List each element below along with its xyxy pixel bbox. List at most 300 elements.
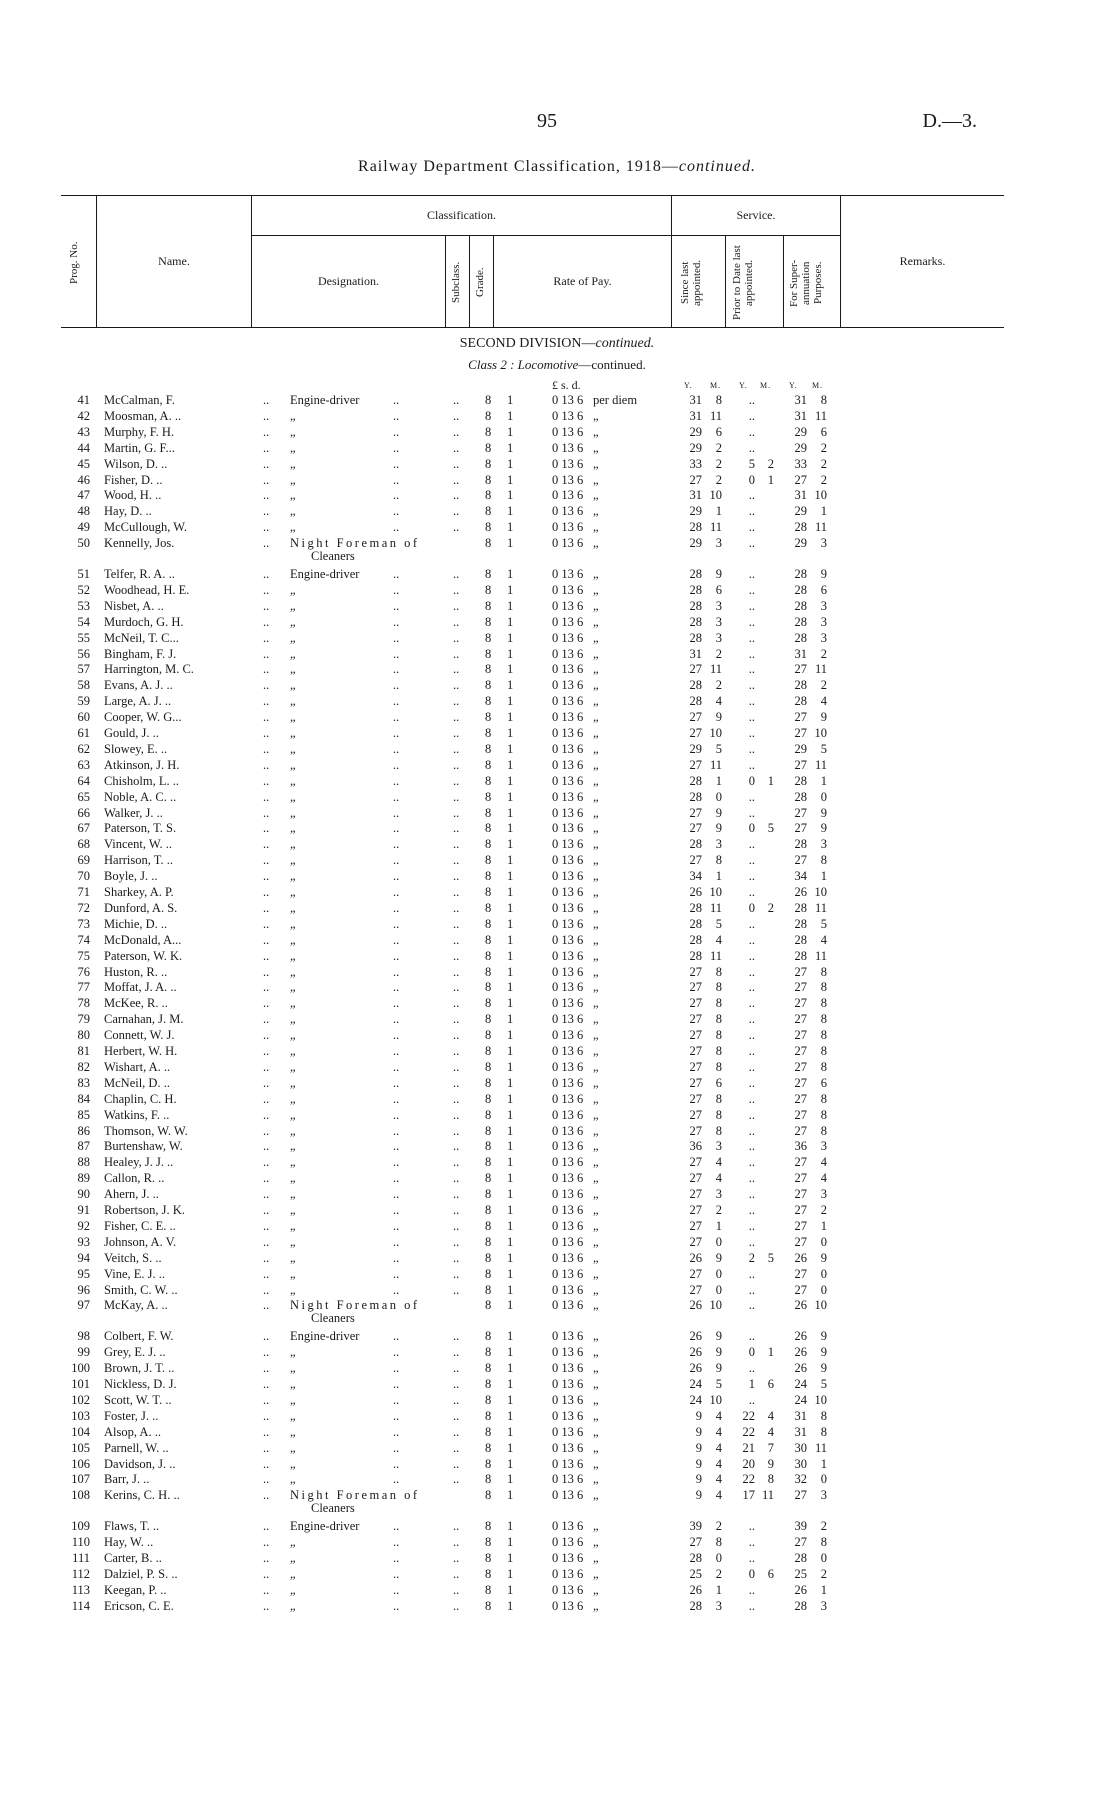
super-months: 9 [820, 1329, 827, 1344]
subclass: 8 [485, 1155, 492, 1170]
since-years: 39 [689, 1519, 702, 1534]
leader-dots: .. [263, 408, 270, 423]
pay-unit: „ [593, 472, 599, 487]
leader-dots: .. [393, 1203, 400, 1217]
grade: 1 [507, 1266, 514, 1281]
since-years: 27 [689, 1218, 702, 1233]
prior-years: .. [748, 805, 755, 820]
table-row [0, 408, 1114, 424]
table-row [0, 440, 1114, 456]
leader-dots: .. [393, 900, 400, 915]
pay-unit: „ [593, 567, 599, 581]
leader-dots: .. [263, 1171, 270, 1186]
pay-unit: „ [593, 900, 599, 915]
super-months: 3 [820, 536, 827, 551]
leader-dots: .. [263, 1329, 270, 1344]
leader-dots: .. [263, 1044, 270, 1058]
prog-no: 80 [77, 1028, 90, 1043]
leader-dots: .. [263, 821, 270, 836]
since-years: 28 [689, 694, 702, 709]
subclass: 8 [485, 948, 492, 963]
grade: 1 [507, 741, 514, 756]
rate-of-pay: 0 13 6 [552, 1329, 584, 1344]
grade: 1 [507, 1044, 514, 1058]
grade: 1 [507, 1012, 514, 1027]
leader-dots: .. [263, 1266, 270, 1281]
designation: „ [290, 408, 296, 423]
subclass: 8 [485, 1044, 492, 1058]
since-years: 28 [689, 789, 702, 804]
since-years: 29 [689, 741, 702, 756]
employee-name: Noble, A. C. .. [104, 789, 177, 804]
since-months: 1 [715, 869, 722, 884]
leader-dots: .. [393, 662, 400, 677]
rate-of-pay: 0 13 6 [552, 1519, 584, 1534]
since-months: 2 [715, 1519, 722, 1534]
subclass: 8 [485, 837, 492, 852]
leader-dots: .. [453, 789, 460, 804]
leader-dots: .. [393, 1234, 400, 1249]
prog-no: 71 [77, 885, 90, 899]
leader-dots: .. [453, 630, 460, 645]
leader-dots: .. [263, 1535, 270, 1550]
since-years: 9 [695, 1456, 702, 1471]
leader-dots: .. [263, 393, 270, 407]
super-years: 27 [794, 1075, 807, 1090]
grade: 1 [507, 853, 514, 868]
subclass: 8 [485, 1566, 492, 1581]
since-years: 29 [689, 504, 702, 519]
leader-dots: .. [263, 424, 270, 439]
title-text: Railway Department Classification, 1918— [358, 158, 679, 175]
since-months: 3 [715, 1598, 722, 1613]
employee-name: Watkins, F. .. [104, 1107, 170, 1122]
super-months: 3 [820, 1488, 827, 1503]
since-years: 27 [689, 1535, 702, 1550]
rate-of-pay: 0 13 6 [552, 1123, 584, 1138]
employee-name: Paterson, T. S. [104, 821, 177, 836]
prior-years: .. [748, 1187, 755, 1202]
prior-years: .. [748, 1139, 755, 1154]
prog-no: 57 [77, 662, 90, 677]
leader-dots: .. [393, 1107, 400, 1122]
leader-dots: .. [263, 1440, 270, 1455]
since-years: 28 [689, 1598, 702, 1613]
table-row [0, 709, 1114, 725]
grade: 1 [507, 1519, 514, 1534]
super-years: 29 [794, 536, 807, 551]
prior-years: .. [748, 408, 755, 423]
since-years: 28 [689, 1551, 702, 1565]
prog-no: 110 [71, 1535, 90, 1550]
super-months: 11 [814, 757, 827, 772]
designation: „ [290, 1472, 296, 1487]
employee-name: Dalziel, P. S. .. [104, 1566, 178, 1581]
prior-months: 5 [767, 821, 774, 836]
employee-name: McNeil, T. C... [104, 630, 179, 645]
prior-years: 21 [742, 1440, 755, 1455]
rate-of-pay: 0 13 6 [552, 900, 584, 915]
super-years: 28 [794, 614, 807, 629]
table-row [0, 1376, 1114, 1392]
employee-name: Murphy, F. H. [104, 424, 175, 439]
designation: „ [290, 1155, 296, 1170]
super-months: 1 [820, 773, 827, 788]
since-years: 31 [689, 646, 702, 661]
leader-dots: .. [393, 1345, 400, 1360]
division-text: SECOND DIVISION— [459, 336, 596, 351]
since-months: 9 [715, 1345, 722, 1360]
prior-years: .. [748, 520, 755, 535]
prog-no: 63 [77, 757, 90, 772]
super-years: 27 [794, 1059, 807, 1074]
prior-years: .. [748, 694, 755, 709]
employee-name: Carnahan, J. M. [104, 1012, 184, 1027]
since-years: 24 [689, 1377, 702, 1391]
since-months: 2 [715, 1203, 722, 1217]
rate-of-pay: 0 13 6 [552, 1566, 584, 1581]
super-years: 26 [794, 1361, 807, 1376]
super-years: 27 [794, 821, 807, 836]
designation: „ [290, 456, 296, 471]
leader-dots: .. [453, 1440, 460, 1455]
pay-unit: „ [593, 869, 599, 884]
pay-unit: „ [593, 1329, 599, 1344]
header-service: Service. [736, 208, 776, 222]
pay-unit: „ [593, 424, 599, 439]
since-years: 9 [695, 1488, 702, 1503]
prog-no: 66 [77, 805, 90, 820]
super-months: 5 [820, 1377, 827, 1391]
leader-dots: .. [393, 932, 400, 947]
leader-dots: .. [393, 520, 400, 535]
leader-dots: .. [393, 869, 400, 884]
pay-unit: „ [593, 1598, 599, 1613]
leader-dots: .. [393, 1535, 400, 1550]
table-row [0, 1598, 1114, 1614]
leader-dots: .. [263, 885, 270, 899]
table-row [0, 1360, 1114, 1376]
since-months: 8 [715, 1012, 722, 1027]
pay-unit: „ [593, 1440, 599, 1455]
prog-no: 73 [77, 916, 90, 931]
division-continued: continued. [595, 336, 655, 351]
prog-no: 101 [71, 1377, 90, 1391]
table-row [0, 1456, 1114, 1472]
since-months: 3 [715, 1187, 722, 1202]
since-months: 4 [715, 1408, 722, 1423]
super-months: 6 [820, 424, 827, 439]
leader-dots: .. [453, 1044, 460, 1058]
grade: 1 [507, 1155, 514, 1170]
leader-dots: .. [453, 614, 460, 629]
pay-unit: „ [593, 1123, 599, 1138]
since-months: 8 [715, 1091, 722, 1106]
super-months: 8 [820, 996, 827, 1011]
super-months: 2 [820, 440, 827, 455]
prior-years: .. [748, 837, 755, 852]
subclass: 8 [485, 1298, 492, 1313]
rate-of-pay: 0 13 6 [552, 1075, 584, 1090]
header-remarks: Remarks. [899, 254, 946, 268]
rate-of-pay: 0 13 6 [552, 1582, 584, 1597]
leader-dots: .. [393, 853, 400, 868]
employee-name: McKee, R. .. [104, 996, 168, 1011]
leader-dots: .. [393, 393, 400, 407]
prog-no: 65 [77, 789, 90, 804]
leader-dots: .. [393, 1171, 400, 1186]
leader-dots: .. [453, 1377, 460, 1391]
leader-dots: .. [393, 1044, 400, 1058]
designation: „ [290, 916, 296, 931]
prior-years: 20 [742, 1456, 755, 1471]
super-months: 5 [820, 916, 827, 931]
table-row [0, 868, 1114, 884]
leader-dots: .. [453, 1582, 460, 1597]
leader-dots: .. [263, 1012, 270, 1027]
prior-years: .. [748, 630, 755, 645]
leader-dots: .. [263, 805, 270, 820]
since-years: 26 [689, 1582, 702, 1597]
subclass: 8 [485, 1392, 492, 1407]
subclass: 8 [485, 885, 492, 899]
prog-no: 59 [77, 694, 90, 709]
leader-dots: .. [453, 773, 460, 788]
rate-of-pay: 0 13 6 [552, 1440, 584, 1455]
pay-unit: „ [593, 456, 599, 471]
pay-units-header: £ s. d. [552, 378, 581, 392]
employee-name: McCalman, F. [104, 393, 175, 407]
prior-years: .. [748, 789, 755, 804]
prog-no: 112 [71, 1566, 90, 1581]
subclass: 8 [485, 853, 492, 868]
rate-of-pay: 0 13 6 [552, 1598, 584, 1613]
employee-name: Vincent, W. .. [104, 837, 172, 852]
prior-years: .. [748, 1203, 755, 1217]
leader-dots: .. [393, 789, 400, 804]
leader-dots: .. [263, 582, 270, 597]
prior-years: .. [748, 1582, 755, 1597]
prior-years: 5 [748, 456, 755, 471]
employee-name: Large, A. J. .. [104, 694, 172, 709]
subclass: 8 [485, 1408, 492, 1423]
since-months: 9 [715, 1250, 722, 1265]
table-row [0, 598, 1114, 614]
pay-unit: „ [593, 536, 599, 551]
subclass: 8 [485, 805, 492, 820]
prog-no: 95 [77, 1266, 90, 1281]
super-months: 9 [820, 567, 827, 581]
leader-dots: .. [263, 1091, 270, 1106]
prog-no: 111 [72, 1551, 90, 1565]
prog-no: 98 [77, 1329, 90, 1344]
leader-dots: .. [263, 536, 270, 551]
rate-of-pay: 0 13 6 [552, 916, 584, 931]
pay-unit: „ [593, 1187, 599, 1202]
header-superannuation: For Super-annuation Purposes. [788, 259, 824, 307]
rate-of-pay: 0 13 6 [552, 1139, 584, 1154]
since-years: 29 [689, 440, 702, 455]
prog-no: 108 [71, 1488, 90, 1503]
employee-name: Moffat, J. A. .. [104, 980, 177, 995]
pay-unit: „ [593, 726, 599, 740]
since-months: 10 [709, 885, 722, 899]
table-row [0, 1250, 1114, 1266]
super-years: 27 [794, 1234, 807, 1249]
prog-no: 114 [71, 1598, 90, 1613]
since-years: 27 [689, 710, 702, 725]
grade: 1 [507, 757, 514, 772]
employee-name: Evans, A. J. .. [104, 678, 173, 693]
super-months: 4 [820, 1171, 827, 1186]
designation: „ [290, 504, 296, 519]
employee-name: Nisbet, A. .. [104, 598, 164, 613]
prog-no: 58 [77, 678, 90, 693]
super-months: 10 [814, 1298, 827, 1313]
since-years: 26 [689, 1361, 702, 1376]
prog-no: 77 [77, 980, 90, 995]
prog-no: 60 [77, 710, 90, 725]
prior-months: 1 [767, 1345, 774, 1360]
grade: 1 [507, 1535, 514, 1550]
leader-dots: .. [453, 1091, 460, 1106]
subclass: 8 [485, 1440, 492, 1455]
since-years: 27 [689, 662, 702, 677]
leader-dots: .. [263, 567, 270, 581]
rate-of-pay: 0 13 6 [552, 1392, 584, 1407]
super-years: 26 [794, 1345, 807, 1360]
table-row [0, 456, 1114, 472]
employee-name: McCullough, W. [104, 520, 187, 535]
subclass: 8 [485, 964, 492, 979]
rate-of-pay: 0 13 6 [552, 694, 584, 709]
rate-of-pay: 0 13 6 [552, 710, 584, 725]
since-years: 28 [689, 900, 702, 915]
table-row [0, 1218, 1114, 1234]
prog-no: 56 [77, 646, 90, 661]
subclass: 8 [485, 1028, 492, 1043]
prior-years: .. [748, 757, 755, 772]
subclass: 8 [485, 1266, 492, 1281]
subclass: 8 [485, 869, 492, 884]
subclass: 8 [485, 1107, 492, 1122]
designation: „ [290, 853, 296, 868]
prior-months: 9 [767, 1456, 774, 1471]
leader-dots: .. [393, 1075, 400, 1090]
prog-no: 44 [77, 440, 90, 455]
table-row [0, 646, 1114, 662]
prog-no: 54 [77, 614, 90, 629]
designation: „ [290, 1028, 296, 1043]
super-years: 28 [794, 916, 807, 931]
since-months: 4 [715, 932, 722, 947]
prior-years: .. [748, 424, 755, 439]
prior-years: .. [748, 1155, 755, 1170]
since-months: 3 [715, 598, 722, 613]
designation: „ [290, 662, 296, 677]
prog-no: 69 [77, 853, 90, 868]
rate-of-pay: 0 13 6 [552, 567, 584, 581]
super-months: 1 [820, 504, 827, 519]
prog-no: 51 [77, 567, 90, 581]
since-months: 9 [715, 805, 722, 820]
grade: 1 [507, 980, 514, 995]
employee-name: McKay, A. .. [104, 1298, 168, 1313]
table-row [0, 1582, 1114, 1598]
grade: 1 [507, 424, 514, 439]
prior-months: 2 [767, 900, 774, 915]
since-months: 8 [715, 1535, 722, 1550]
leader-dots: .. [453, 1250, 460, 1265]
employee-name: Murdoch, G. H. [104, 614, 184, 629]
leader-dots: .. [263, 1377, 270, 1391]
designation: „ [290, 1203, 296, 1217]
leader-dots: .. [263, 869, 270, 884]
employee-name: Chisholm, L. .. [104, 773, 180, 788]
table-row [0, 900, 1114, 916]
since-years: 9 [695, 1440, 702, 1455]
table-row [0, 1138, 1114, 1154]
prior-months: 8 [767, 1472, 774, 1487]
designation: „ [290, 885, 296, 899]
employee-name: Sharkey, A. P. [104, 885, 174, 899]
leader-dots: .. [453, 567, 460, 581]
since-years: 27 [689, 1091, 702, 1106]
service-since-months-header: M. [710, 381, 722, 390]
designation: „ [290, 520, 296, 535]
employee-name: Nickless, D. J. [104, 1377, 177, 1391]
since-years: 26 [689, 1250, 702, 1265]
pay-unit: „ [593, 1012, 599, 1027]
table-header [61, 195, 1004, 328]
grade: 1 [507, 900, 514, 915]
leader-dots: .. [453, 1203, 460, 1217]
since-years: 27 [689, 1282, 702, 1297]
table-row [0, 805, 1114, 821]
rate-of-pay: 0 13 6 [552, 1187, 584, 1202]
leader-dots: .. [263, 1139, 270, 1154]
super-years: 27 [794, 662, 807, 677]
leader-dots: .. [453, 869, 460, 884]
super-years: 30 [794, 1456, 807, 1471]
subclass: 8 [485, 424, 492, 439]
since-years: 27 [689, 853, 702, 868]
leader-dots: .. [263, 520, 270, 535]
prior-years: .. [748, 536, 755, 551]
pay-unit: „ [593, 1424, 599, 1439]
prog-no: 103 [71, 1408, 90, 1423]
leader-dots: .. [393, 694, 400, 709]
rate-of-pay: 0 13 6 [552, 1059, 584, 1074]
table-row [0, 1234, 1114, 1250]
leader-dots: .. [453, 885, 460, 899]
employee-name: Ericson, C. E. [104, 1598, 174, 1613]
employee-name: Scott, W. T. .. [104, 1392, 172, 1407]
grade: 1 [507, 1107, 514, 1122]
leader-dots: .. [453, 948, 460, 963]
super-years: 24 [794, 1392, 807, 1407]
subclass: 8 [485, 741, 492, 756]
rate-of-pay: 0 13 6 [552, 773, 584, 788]
leader-dots: .. [263, 1203, 270, 1217]
since-months: 4 [715, 1440, 722, 1455]
since-years: 25 [689, 1566, 702, 1581]
super-months: 0 [820, 1472, 827, 1487]
prior-years: .. [748, 678, 755, 693]
employee-name: Colbert, F. W. [104, 1329, 174, 1344]
since-years: 28 [689, 567, 702, 581]
super-months: 8 [820, 1012, 827, 1027]
